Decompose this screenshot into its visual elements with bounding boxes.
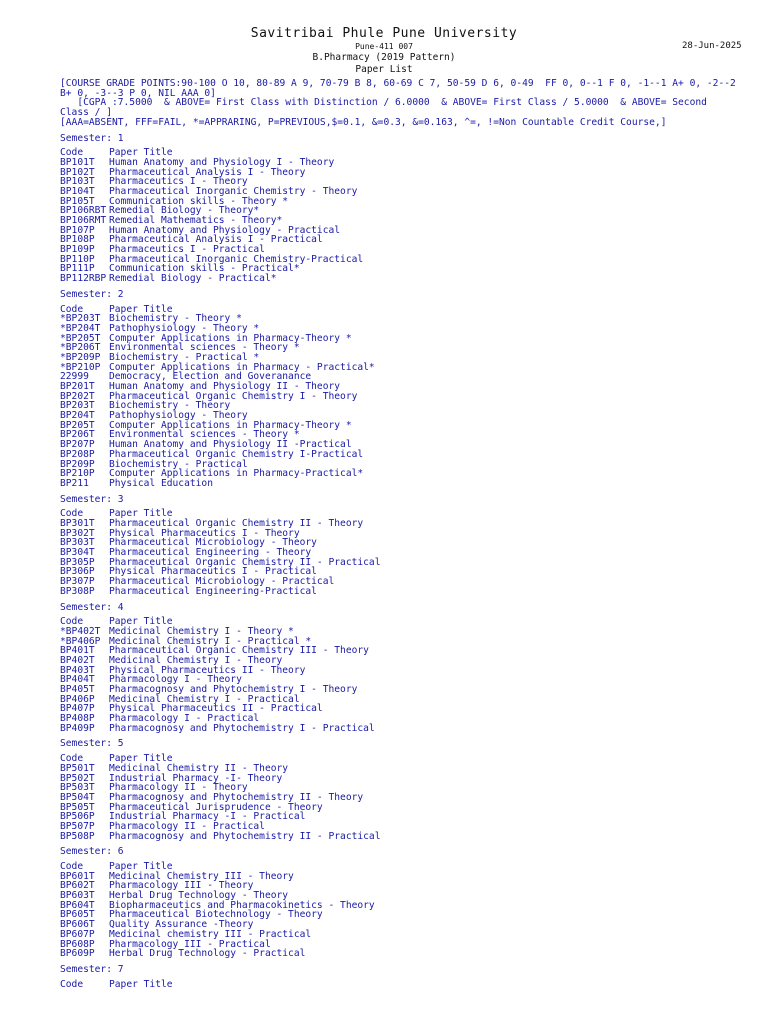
paper-title: Pharmaceutical Microbiology - Practical (109, 576, 335, 588)
paper-code: BP111P (60, 263, 95, 275)
paper-code: BP103T (60, 176, 95, 188)
paper-code: BP603T (60, 890, 95, 902)
paper-code: BP303T (60, 537, 95, 549)
code-column-header: Code (60, 147, 84, 159)
title-column-header: Paper Title (109, 861, 173, 873)
paper-title: Pharmacognosy and Phytochemistry II - Theory (109, 791, 364, 803)
legend-note: [AAA=ABSENT, FFF=FAIL, *=APPRARING, P=PREVIOUS,$=0.1, &=0.3, &=0.163, ^=, !=Non Countable Credit Course,] (60, 116, 667, 128)
semester-section (60, 290, 740, 489)
semester-list (60, 134, 740, 990)
title-column-header: Paper Title (109, 303, 173, 315)
paper-title: Pharmacognosy and Phytochemistry II - Practical (109, 830, 381, 842)
paper-code: BP106RMT (60, 215, 107, 227)
paper-code: BP204T (60, 410, 95, 422)
semester-section (60, 847, 740, 959)
paper-code: BP404T (60, 674, 95, 686)
paper-code: BP210P (60, 468, 95, 480)
paper-code: BP507P (60, 820, 95, 832)
semester-section (60, 134, 740, 284)
title-column-header: Paper Title (109, 508, 173, 520)
semester-heading: Semester: 3 (60, 493, 124, 505)
paper-title: Environmental sciences - Theory * (109, 342, 300, 354)
paper-code: *BP203T (60, 313, 101, 325)
paper-code: BP105T (60, 195, 95, 207)
paper-title: Communication skills - Theory * (109, 195, 289, 207)
paper-code: BP206T (60, 429, 95, 441)
paper-code: BP102T (60, 166, 95, 178)
paper-title: Human Anatomy and Physiology II - Theory (109, 381, 341, 393)
paper-code: BP401T (60, 645, 95, 657)
paper-title: Herbal Drug Technology - Theory (109, 890, 289, 902)
paper-title: Pharmaceutical Organic Chemistry III - Theory (109, 645, 369, 657)
paper-title: Physical Pharmaceutics I - Theory (109, 527, 300, 539)
paper-title: Pharmaceutical Organic Chemistry I - Theory (109, 390, 358, 402)
cgpa-note: [CGPA :7.5000 & ABOVE= First Class with Distinction / 6.0000 & ABOVE= First Class / 5.0000 & ABOVE= Second Class / ] (60, 97, 713, 119)
paper-code: BP112RBP (60, 273, 107, 285)
paper-title: Herbal Drug Technology - Practical (109, 948, 306, 960)
paper-title: Medicinal Chemistry I - Theory * (109, 625, 294, 637)
paper-title: Pharmacology I - Practical (109, 713, 260, 725)
paper-title: Pharmaceutical Microbiology - Theory (109, 537, 317, 549)
paper-code: BP304T (60, 547, 95, 559)
code-column-header: Code (60, 508, 84, 520)
paper-row (60, 587, 740, 597)
paper-row (60, 724, 740, 734)
paper-code: *BP206T (60, 342, 101, 354)
course-pattern: B.Pharmacy (2019 Pattern) (312, 52, 456, 63)
paper-code: BP409P (60, 722, 95, 734)
document-date: 28-Jun-2025 (682, 41, 742, 51)
semester-heading: Semester: 4 (60, 601, 124, 613)
document-title: Paper List (355, 64, 413, 75)
code-column-header: Code (60, 978, 84, 990)
paper-title: Pharmacology III - Theory (109, 880, 254, 892)
paper-code: BP208P (60, 448, 95, 460)
code-column-header: Code (60, 616, 84, 628)
paper-row (60, 479, 740, 489)
paper-code: BP302T (60, 527, 95, 539)
semester-section (60, 603, 740, 734)
paper-code: BP604T (60, 899, 95, 911)
paper-code: BP503T (60, 782, 95, 794)
semester-heading: Semester: 1 (60, 132, 124, 144)
paper-code: BP605T (60, 909, 95, 921)
paper-code: BP209P (60, 458, 95, 470)
paper-title: Biopharmaceutics and Pharmacokinetics - Theory (109, 899, 375, 911)
paper-title: Human Anatomy and Physiology I - Theory (109, 156, 335, 168)
paper-code: BP308P (60, 585, 95, 597)
paper-title: Pharmaceutical Inorganic Chemistry-Practical (109, 253, 364, 265)
paper-title: Pharmaceutics I - Theory (109, 176, 248, 188)
paper-code: BP301T (60, 518, 95, 529)
paper-row (60, 274, 740, 284)
paper-code: *BP402T (60, 625, 101, 637)
paper-title: Remedial Biology - Practical* (109, 273, 277, 285)
paper-title: Pathophysiology - Theory (109, 410, 248, 422)
column-header-row (60, 980, 740, 990)
paper-code: BP405T (60, 684, 95, 696)
semester-section (60, 965, 740, 989)
paper-title: Computer Applications in Pharmacy-Theory * (109, 332, 352, 344)
paper-code: BP609P (60, 948, 95, 960)
semester-heading: Semester: 7 (60, 963, 124, 975)
code-column-header: Code (60, 861, 84, 873)
paper-title: Pharmacology I - Theory (109, 674, 242, 686)
grade-points-note: [COURSE GRADE POINTS:90-100 O 10, 80-89 A 9, 70-79 B 8, 60-69 C 7, 50-59 D 6, 0-49 FF 0, 0--1 F 0, -1--1 A+ 0, -2--2 B+ 0, -3--3 P 0, NIL AAA 0] (60, 78, 742, 99)
paper-title: Physical Education (109, 477, 213, 489)
title-column-header: Paper Title (109, 616, 173, 628)
paper-title: Environmental sciences - Theory * (109, 429, 300, 441)
paper-code: BP307P (60, 576, 95, 588)
paper-code: BP506P (60, 811, 95, 823)
paper-title: Pathophysiology - Theory * (109, 322, 260, 334)
paper-code: BP402T (60, 654, 95, 666)
paper-title: Remedial Biology - Theory* (109, 205, 260, 217)
paper-code: BP104T (60, 185, 95, 197)
paper-title: Medicinal Chemistry I - Practical * (109, 635, 312, 647)
paper-title: Pharmaceutical Inorganic Chemistry - Theory (109, 185, 358, 197)
paper-title: Biochemistry - Theory * (109, 313, 242, 325)
paper-title: Quality Assurance -Theory (109, 919, 254, 931)
paper-title: Medicinal Chemistry III - Theory (109, 870, 294, 882)
semester-section (60, 739, 740, 841)
paper-title: Pharmaceutical Organic Chemistry I-Practical (109, 448, 364, 460)
paper-code: BP505T (60, 801, 95, 813)
paper-title: Physical Pharmaceutics II - Theory (109, 664, 306, 676)
paper-title: Remedial Mathematics - Theory* (109, 215, 283, 227)
paper-title: Pharmaceutical Analysis I - Theory (109, 166, 306, 178)
paper-title: Biochemistry - Practical * (109, 351, 260, 363)
paper-code: BP501T (60, 762, 95, 774)
paper-title: Pharmacology II - Practical (109, 820, 265, 832)
semester-heading: Semester: 2 (60, 288, 124, 300)
paper-code: *BP204T (60, 322, 101, 334)
paper-title: Biochemistry - Practical (109, 458, 248, 470)
paper-title: Pharmaceutical Analysis I - Practical (109, 234, 323, 246)
paper-title: Physical Pharmaceutics I - Practical (109, 566, 317, 578)
code-column-header: Code (60, 303, 84, 315)
paper-code: BP202T (60, 390, 95, 402)
paper-code: BP107P (60, 224, 95, 236)
paper-title: Communication skills - Practical* (109, 263, 300, 275)
paper-title: Pharmacology III - Practical (109, 938, 271, 950)
university-title: Savitribai Phule Pune University (250, 26, 518, 41)
paper-list-content (60, 79, 740, 989)
paper-code: BP502T (60, 772, 95, 784)
paper-code: BP108P (60, 234, 95, 246)
paper-code: BP203T (60, 400, 95, 412)
paper-code: BP305P (60, 556, 95, 568)
paper-code: BP406P (60, 693, 95, 705)
paper-title: Physical Pharmaceutics II - Practical (109, 703, 323, 715)
paper-title: Pharmacology II - Theory (109, 782, 248, 794)
paper-title: Pharmaceutical Organic Chemistry II - Practical (109, 556, 381, 568)
paper-code: BP408P (60, 713, 95, 725)
paper-code: BP110P (60, 253, 95, 265)
semester-heading: Semester: 6 (60, 846, 124, 858)
paper-code: BP101T (60, 156, 95, 168)
paper-code: BP601T (60, 870, 95, 882)
paper-title: Pharmacognosy and Phytochemistry I - Theory (109, 684, 358, 696)
paper-title: Medicinal Chemistry I - Practical (109, 693, 300, 705)
paper-title: Industrial Pharmacy -I- Theory (109, 772, 283, 784)
paper-title: Human Anatomy and Physiology II -Practical (109, 439, 352, 451)
paper-title: Medicinal chemistry III - Practical (109, 928, 312, 940)
paper-code: *BP406P (60, 635, 101, 647)
paper-title: Computer Applications in Pharmacy-Theory * (109, 419, 352, 431)
paper-code: BP205T (60, 419, 95, 431)
paper-title: Pharmaceutical Engineering-Practical (109, 585, 317, 597)
title-column-header: Paper Title (109, 753, 173, 765)
title-column-header: Paper Title (109, 147, 173, 159)
paper-title: Pharmaceutical Organic Chemistry II - Theory (109, 518, 364, 529)
paper-code: 22999 (60, 371, 89, 383)
paper-code: BP607P (60, 928, 95, 940)
code-column-header: Code (60, 753, 84, 765)
paper-title: Pharmacognosy and Phytochemistry I - Practical (109, 722, 375, 734)
paper-code: BP608P (60, 938, 95, 950)
paper-code: BP504T (60, 791, 95, 803)
paper-title: Pharmaceutical Jurisprudence - Theory (109, 801, 323, 813)
paper-title: Pharmaceutics I - Practical (109, 244, 265, 256)
paper-title: Industrial Pharmacy -I - Practical (109, 811, 306, 823)
paper-code: *BP205T (60, 332, 101, 344)
paper-code: *BP210P (60, 361, 101, 373)
paper-title: Pharmaceutical Engineering - Theory (109, 547, 312, 559)
paper-code: BP403T (60, 664, 95, 676)
paper-code: BP201T (60, 381, 95, 393)
paper-code: BP508P (60, 830, 95, 842)
paper-code: BP602T (60, 880, 95, 892)
paper-code: BP106RBT (60, 205, 107, 217)
paper-title: Pharmaceutical Biotechnology - Theory (109, 909, 323, 921)
paper-title: Medicinal Chemistry II - Theory (109, 762, 289, 774)
paper-title: Biochemistry - Theory (109, 400, 231, 412)
paper-code: BP306P (60, 566, 95, 578)
paper-title: Computer Applications in Pharmacy - Practical* (109, 361, 375, 373)
paper-title: Medicinal Chemistry I - Theory (109, 654, 283, 666)
paper-code: BP407P (60, 703, 95, 715)
paper-code: BP207P (60, 439, 95, 451)
university-address: Pune-411 007 (355, 42, 413, 51)
paper-row (60, 832, 740, 842)
paper-title: Democracy, Election and Goveranance (109, 371, 312, 383)
paper-title: Computer Applications in Pharmacy-Practical* (109, 468, 364, 480)
paper-title: Human Anatomy and Physiology - Practical (109, 224, 341, 236)
paper-code: BP109P (60, 244, 95, 256)
paper-code: BP211 (60, 477, 89, 489)
paper-code: BP606T (60, 919, 95, 931)
paper-row (60, 949, 740, 959)
paper-code: *BP209P (60, 351, 101, 363)
semester-section (60, 495, 740, 597)
semester-heading: Semester: 5 (60, 738, 124, 750)
title-column-header: Paper Title (109, 978, 173, 990)
